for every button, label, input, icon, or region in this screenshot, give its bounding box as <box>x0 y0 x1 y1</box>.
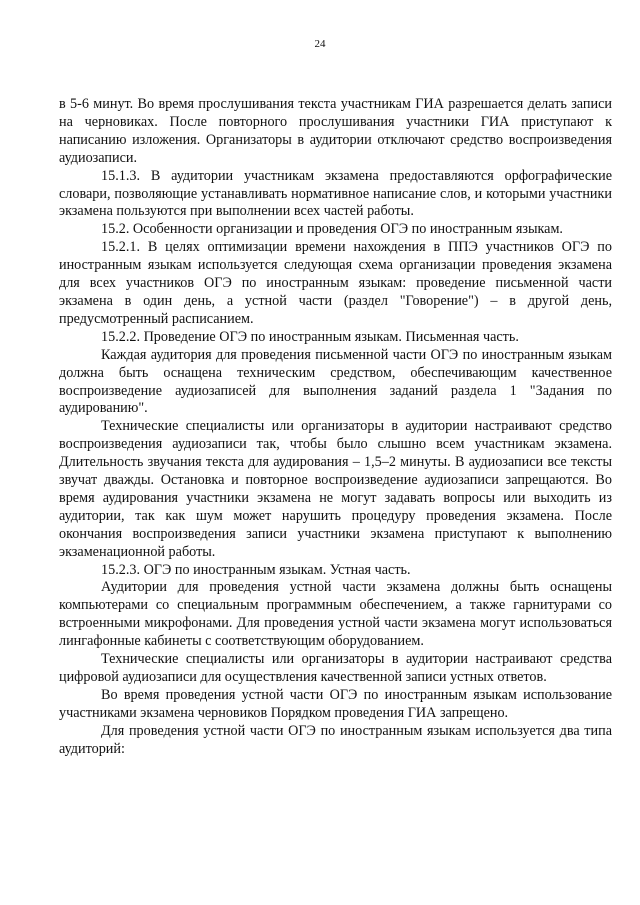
paragraph: в 5-6 минут. Во время прослушивания текста участникам ГИА разрешается делать записи на черновиках. После повторного прослушивания участники ГИА приступают к написанию изложения. Организаторы в аудитории отключают средство воспроизведения аудиозаписи. <box>59 96 612 166</box>
page-number: 24 <box>314 38 326 50</box>
section-heading: 15.2.3. ОГЭ по иностранным языкам. Устная часть. <box>101 561 411 578</box>
paragraph: 15.2.1. В целях оптимизации времени нахождения в ППЭ участников ОГЭ по иностранным языкам используется следующая схема организации проведения экзамена для всех участников ОГЭ по иностранным языкам: проведение письменной части экзамена в один день, а устной части (раздел "Говорение") – в другой день, предусмотренный расписанием. <box>59 239 612 327</box>
paragraph: Каждая аудитория для проведения письменной части ОГЭ по иностранным языкам должна быть оснащена техническим средством, обеспечивающим качественное воспроизведение аудиозаписей для выполнения заданий раздела 1 "Задания по аудированию". <box>59 346 612 417</box>
paragraph: Аудитории для проведения устной части экзамена должны быть оснащены компьютерами со специальным программным обеспечением, а также гарнитурами со встроенными микрофонами. Для проведения устной части экзамена могут использоваться лингафонные кабинеты с соответствующим оборудованием. <box>59 579 612 650</box>
paragraph: Технические специалисты или организаторы в аудитории настраивают средства цифровой аудиозаписи для осуществления качественной записи устных ответов. <box>59 651 612 685</box>
section-heading: 15.2.2. Проведение ОГЭ по иностранным языкам. Письменная часть. <box>101 328 519 345</box>
paragraph: Технические специалисты или организаторы в аудитории настраивают средство воспроизведения аудиозаписи так, чтобы было слышно всем участникам экзамена. Длительность звучания текста для аудирования – 1,5–2 минуты. В аудиозаписи все тексты звучат дважды. Остановка и повторное воспроизведение аудиозаписи запрещаются. Во время аудирования участники экзамена не могут задавать вопросы или выходить из аудитории, так как шум может нарушить процедуру проведения экзамена. После окончания воспроизведения записи участники экзамена приступают к выполнению экзаменационной работы. <box>59 418 612 560</box>
document-body <box>59 96 612 759</box>
paragraph: Для проведения устной части ОГЭ по иностранным языкам используется два типа аудиторий: <box>59 722 612 757</box>
section-heading: 15.2. Особенности организации и проведения ОГЭ по иностранным языкам. <box>101 221 563 238</box>
paragraph: Во время проведения устной части ОГЭ по иностранным языкам использование участниками экзамена черновиков Порядком проведения ГИА запрещено. <box>59 686 612 721</box>
paragraph: 15.1.3. В аудитории участникам экзамена предоставляются орфографические словари, позволяющие устанавливать нормативное написание слов, и которыми участники экзамена пользуются при выполнении всех частей работы. <box>59 167 612 220</box>
